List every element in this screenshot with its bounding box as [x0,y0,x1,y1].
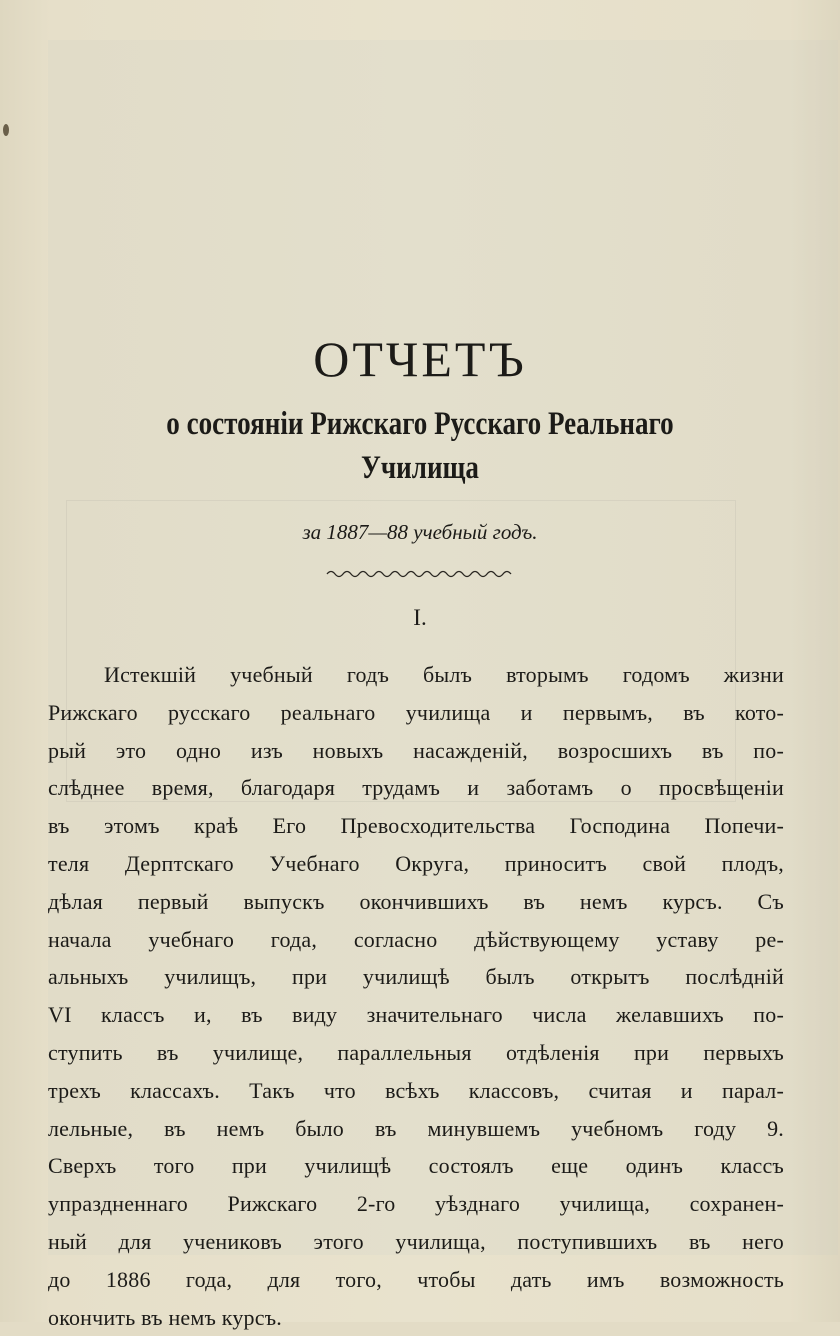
paragraph-line: трехъ классахъ. Такъ что всѣхъ классовъ, считая и парал- [48,1077,784,1103]
paragraph-line: лельные, въ немъ было въ минувшемъ учебномъ году 9. [48,1115,784,1141]
paragraph-line: ный для учениковъ этого училища, поступившихъ въ него [48,1228,784,1254]
paragraph-line: теля Дерптскаго Учебнаго Округа, приноситъ свой плодъ, [48,850,784,876]
paragraph-line: дѣлая первый выпускъ окончившихъ въ немъ курсъ. Съ [48,888,784,914]
report-title: ОТЧЕТЪ [313,331,527,387]
report-paragraph [48,656,784,1336]
report-subtitle-line1: о состоянiи Рижскаго Русскаго Реальнаго [166,406,674,442]
report-subtitle-line2: Училища [361,450,479,486]
paragraph-line: Истекшiй учебный годъ былъ вторымъ годомъ жизни [104,662,784,687]
paragraph-line: слѣднее время, благодаря трудамъ и заботамъ о просвѣщенiи [48,775,784,801]
decorative-rule [325,567,515,581]
paragraph-line: окончить въ немъ курсъ. [48,1304,282,1330]
section-number: I. [413,605,427,630]
binding-hole [3,124,9,136]
paragraph-line: начала учебнаго года, согласно дѣйствующему уставу ре- [48,926,784,952]
paragraph-line: Рижскаго русскаго реальнаго училища и первымъ, въ кото- [48,699,784,725]
paragraph-line: Сверхъ того при училищѣ состоялъ еще одинъ классъ [48,1153,784,1179]
paragraph-line: въ этомъ краѣ Его Превосходительства Господина Попечи- [48,813,784,839]
paragraph-line: до 1886 года, для того, чтобы дать имъ возможность [48,1266,784,1292]
paragraph-line: ступить въ училище, параллельныя отдѣленiя при первыхъ [48,1039,784,1065]
paragraph-line: рый это одно изъ новыхъ насажденiй, возросшихъ въ по- [48,737,784,763]
paragraph-line: альныхъ училищъ, при училищѣ былъ открытъ послѣднiй [48,964,784,990]
paragraph-line: VI классъ и, въ виду значительнаго числа желавшихъ по- [48,1002,784,1028]
report-period: за 1887—88 учебный годъ. [302,520,538,544]
paragraph-line: упраздненнаго Рижскаго 2-го уѣзднаго училища, сохранен- [48,1191,784,1217]
